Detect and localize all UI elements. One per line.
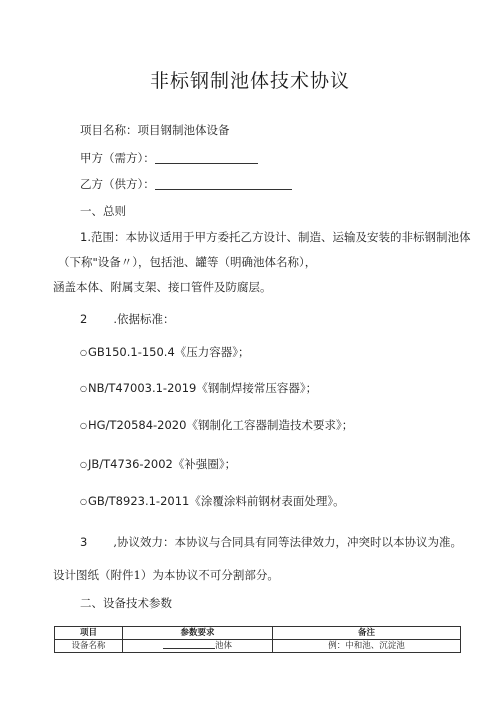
section1-heading: 一、总则 — [80, 204, 126, 218]
clause3-text: ,协议效力：本协议与合同具有同等法律效力，冲突时以本协议为准。 — [113, 535, 462, 549]
table-header-cell: 参数要求 — [123, 627, 273, 640]
table-header-row — [55, 627, 461, 640]
clause3-number: 3 — [80, 535, 88, 549]
table-cell: 例：中和池、沉淀池 — [273, 640, 461, 653]
standard-item — [80, 381, 317, 396]
standard-name: 《补强圈》； — [172, 457, 237, 471]
standard-code: HG/T20584-2020 — [87, 418, 187, 432]
clause1-line3: 涵盖本体、附属支架、接口管件及防腐层。 — [53, 280, 272, 294]
project-name-line: 项目名称：项目钢制池体设备 — [80, 123, 230, 137]
table-cell: 设备名称 — [55, 640, 123, 653]
standard-name: 《钢制化工容器制造技术要求》； — [186, 418, 354, 432]
bullet-icon: ○ — [80, 348, 87, 357]
clause1-line1 — [80, 230, 470, 244]
clause1-number: 1 — [80, 230, 88, 244]
standard-code: GB/T8923.1-2011 — [87, 494, 190, 508]
party-a-line — [80, 151, 258, 165]
table-header-cell: 备注 — [273, 627, 461, 640]
clause2-line — [80, 312, 174, 326]
fill-blank — [163, 648, 215, 649]
section2-heading: 二、设备技术参数 — [80, 596, 172, 610]
bullet-icon: ○ — [80, 497, 87, 506]
party-a-blank — [155, 163, 258, 164]
document-title: 非标钢制池体技术协议 — [149, 70, 350, 92]
bullet-icon: ○ — [80, 421, 87, 430]
bullet-icon: ○ — [80, 384, 87, 393]
standard-code: JB/T4736-2002 — [87, 457, 173, 471]
standard-item — [80, 494, 345, 509]
party-b-label: 乙方（供方）： — [80, 177, 155, 191]
table-cell — [123, 640, 273, 653]
standard-name: 《涂覆涂料前钢材表面处理》。 — [189, 494, 345, 508]
table-row — [55, 640, 461, 653]
clause3-line2: 设计图纸（附件1）为本协议不可分割部分。 — [53, 568, 279, 582]
standard-name: 《钢制焊接常压容器》； — [196, 381, 318, 395]
party-b-blank — [155, 189, 292, 190]
standard-name: 《压力容器》； — [174, 345, 250, 359]
clause2-number: 2 — [80, 312, 88, 326]
clause1-line2: （下称"设备〃），包括池、罐等（明确池体名称）， — [58, 255, 317, 269]
standard-item — [80, 457, 236, 472]
party-a-label: 甲方（需方）： — [80, 151, 155, 165]
table-header-cell: 项目 — [55, 627, 123, 640]
clause3-line1 — [80, 535, 462, 549]
clause1-text-1: .范围：本协议适用于甲方委托乙方设计、制造、运输及安装的非标钢制池体 — [87, 230, 471, 244]
bullet-icon: ○ — [80, 460, 87, 469]
standard-code: GB150.1-150.4 — [87, 345, 175, 359]
parameters-table — [54, 626, 461, 653]
standard-item — [80, 345, 250, 360]
standard-item — [80, 418, 353, 433]
party-b-line — [80, 177, 292, 191]
table-cell-text: 池体 — [214, 640, 232, 651]
clause2-text: .依据标准： — [113, 312, 175, 326]
standard-code: NB/T47003.1-2019 — [87, 381, 197, 395]
